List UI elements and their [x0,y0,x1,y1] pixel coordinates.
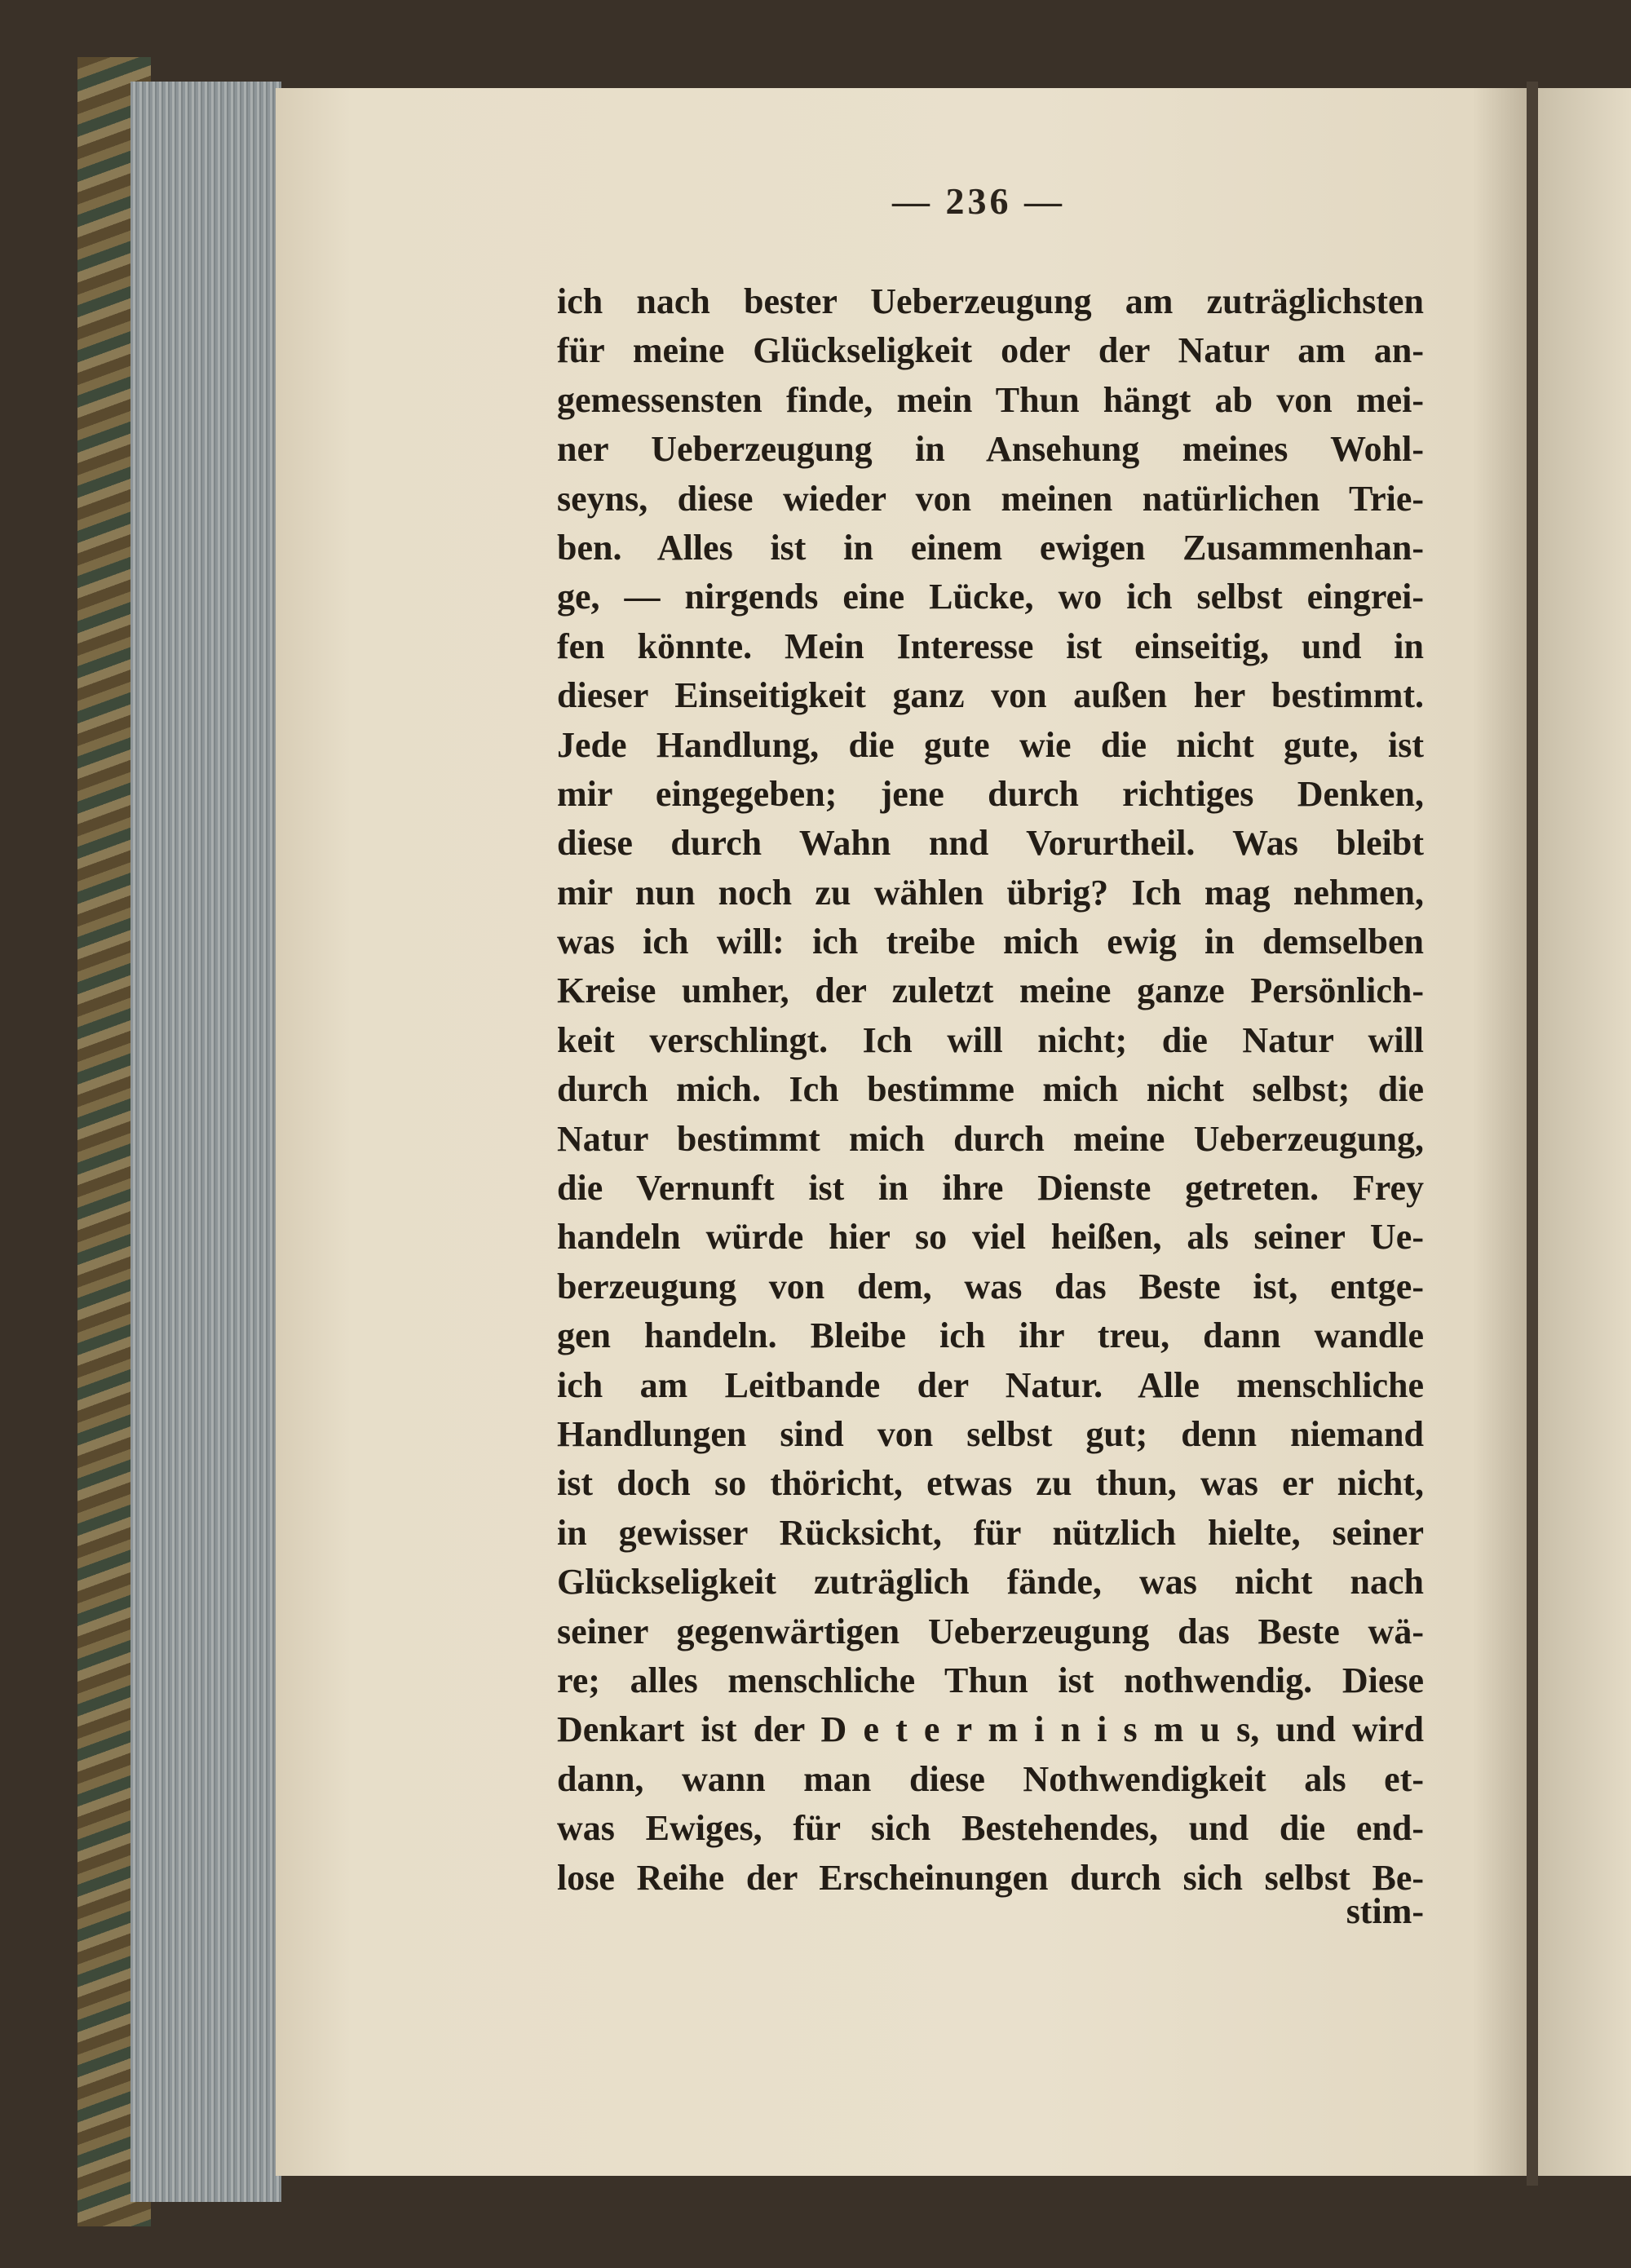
text-line: was Ewiges, für sich Bestehendes, und die end- [557,1808,1424,1849]
text-line: berzeugung von dem, was das Beste ist, entge- [557,1266,1424,1306]
text-line: ben. Alles ist in einem ewigen Zusammenhan- [557,527,1424,568]
text-line: gemessensten finde, mein Thun hängt ab von mei- [557,379,1424,420]
text-line: die Vernunft ist in ihre Dienste getreten. Frey [557,1168,1424,1209]
text-line: keit verschlingt. Ich will nicht; die Natur will [557,1019,1424,1060]
text-line: dann, wann man diese Nothwendigkeit als et- [557,1758,1424,1799]
text-line: ist doch so thöricht, etwas zu thun, was er nicht, [557,1463,1424,1504]
text-line: seiner gegenwärtigen Ueberzeugung das Beste wä- [557,1611,1424,1651]
text-line: ner Ueberzeugung in Ansehung meines Wohl- [557,429,1424,470]
text-line: diese durch Wahn nnd Vorurtheil. Was bleibt [557,823,1424,864]
text-line: handeln würde hier so viel heißen, als seiner Ue- [557,1217,1424,1258]
text-line: durch mich. Ich bestimme mich nicht selbst; die [557,1069,1424,1110]
text-line: Handlungen sind von selbst gut; denn niemand [557,1413,1424,1454]
text-line: fen könnte. Mein Interesse ist einseitig, und in [557,626,1424,666]
page-edges [130,82,281,2202]
text-line: Natur bestimmt mich durch meine Ueberzeugung, [557,1118,1424,1159]
text-line: Denkart ist der D e t e r m i n i s m u s, und wird [557,1709,1424,1750]
text-line: ich am Leitbande der Natur. Alle menschliche [557,1364,1424,1405]
text-line: für meine Glückseligkeit oder der Natur am an- [557,330,1424,371]
text-line: ge, — nirgends eine Lücke, wo ich selbst eingrei- [557,577,1424,617]
text-line: Jede Handlung, die gute wie die nicht gute, ist [557,724,1424,765]
text-line: ich nach bester Ueberzeugung am zuträglichsten [557,281,1424,321]
facing-page [1538,88,1631,2176]
text-line: Glückseligkeit zuträglich fände, was nicht nach [557,1562,1424,1603]
body-text [557,277,1424,1903]
text-line: re; alles menschliche Thun ist nothwendig. Diese [557,1660,1424,1700]
text-line: in gewisser Rücksicht, für nützlich hielte, seiner [557,1512,1424,1553]
text-line: was ich will: ich treibe mich ewig in demselben [557,922,1424,962]
text-line: Kreise umher, der zuletzt meine ganze Persönlich- [557,970,1424,1011]
page-number-header: — 236 — [892,180,1065,222]
book-gutter [1527,82,1538,2186]
text-line: dieser Einseitigkeit ganz von außen her bestimmt. [557,675,1424,716]
catchword: stim- [1346,1891,1424,1931]
text-line: mir eingegeben; jene durch richtiges Denken, [557,773,1424,814]
text-line: lose Reihe der Erscheinungen durch sich selbst Be- [557,1857,1424,1898]
text-line: mir nun noch zu wählen übrig? Ich mag nehmen, [557,872,1424,913]
text-line: gen handeln. Bleibe ich ihr treu, dann wandle [557,1315,1424,1356]
text-line: seyns, diese wieder von meinen natürlichen Trie- [557,478,1424,519]
